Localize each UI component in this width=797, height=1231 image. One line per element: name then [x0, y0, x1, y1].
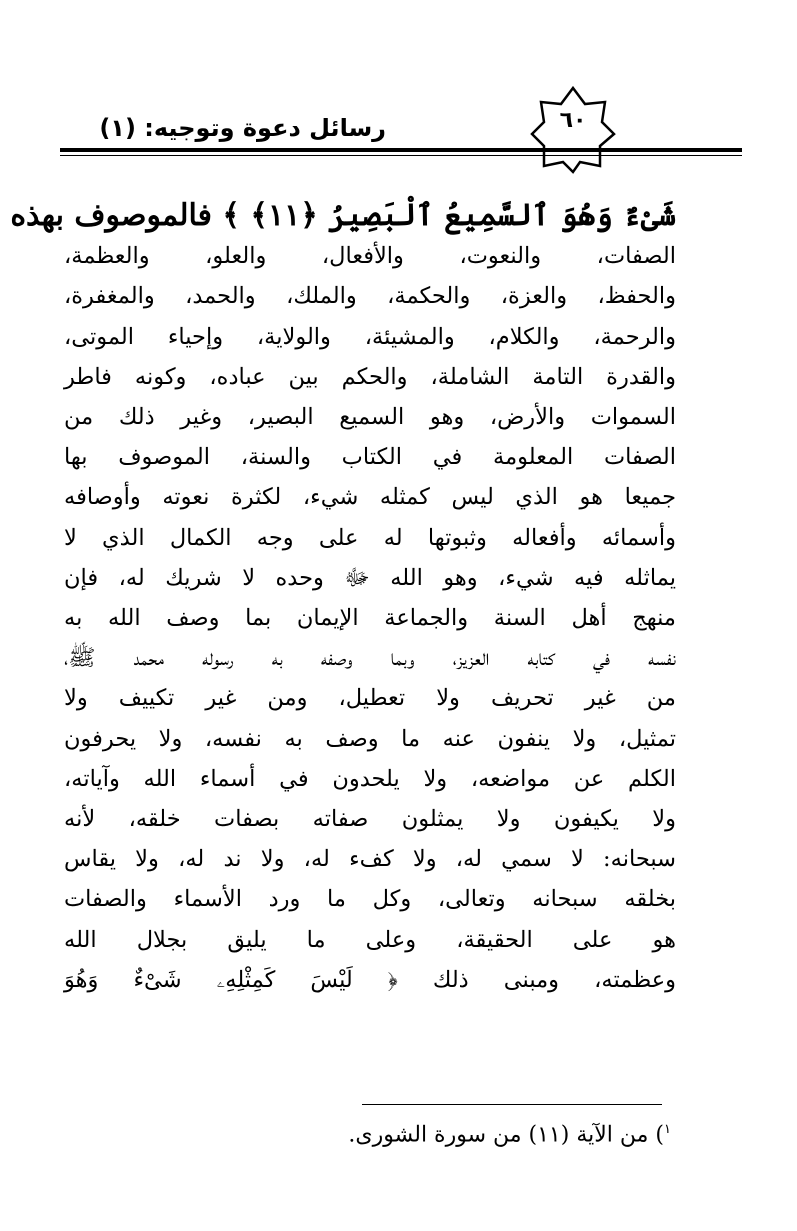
body-text — [10, 196, 676, 1000]
page-header — [60, 86, 742, 178]
footnote — [348, 1122, 671, 1147]
text-line-2: الصفات، والنعوت، والأفعال، والعلو، والعظمة، — [64, 243, 676, 270]
text-line-5: والقدرة التامة الشاملة، والحكم بين عباده، وكونه فاطر — [64, 363, 676, 390]
text-line-15: الكلم عن مواضعه، ولا يلحدون في أسماء الله وآياته، — [64, 765, 676, 792]
header-rule-thick — [60, 148, 742, 152]
text-line-19: هو على الحقيقة، وعلى ما يليق بجلال الله — [64, 926, 676, 953]
text-line-9: وأسمائه وأفعاله وثبوتها له على وجه الكمال الذي لا — [64, 524, 676, 551]
text-line-10: يماثله فيه شيء، وهو الله ﷻ وحده لا شريك له، فإن — [64, 564, 676, 591]
text-line-4: والرحمة، والكلام، والمشيئة، والولاية، وإحياء الموتى، — [64, 323, 676, 350]
footnote-rule — [362, 1104, 662, 1105]
text-line-18: بخلقه سبحانه وتعالى، وكل ما ورد الأسماء والصفات — [64, 886, 676, 913]
text-line-20: وعظمته، ومبنى ذلك ﴿ لَيْسَ كَمِثْلِهِۦ شَىْءٌ وَهُوَ — [64, 966, 676, 993]
text-line-6: السموات والأرض، وهو السميع البصير، وغير ذلك من — [64, 404, 676, 431]
text-line-1: شَىْءٌ وَهُوَ ٱلسَّمِيعُ ٱلْبَصِيرُ ﴿١١﴾ ﴾ فالموصوف بهذه — [10, 198, 676, 233]
footnote-text: ) من الآية (١١) من سورة الشورى. — [348, 1122, 665, 1148]
text-line-3: والحفظ، والعزة، والحكمة، والملك، والحمد، والمغفرة، — [64, 283, 676, 310]
text-line-12: نفسه في كتابه العزيز، وبما وصفه به رسوله محمد ﷺ، — [64, 645, 676, 672]
footnote-marker: ١ — [664, 1122, 671, 1137]
text-line-11: منهج أهل السنة والجماعة الإيمان بما وصف الله به — [64, 605, 676, 632]
text-line-16: ولا يكيفون ولا يمثلون صفاته بصفات خلقه، لأنه — [64, 806, 676, 833]
text-line-7: الصفات المعلومة في الكتاب والسنة، الموصوف بها — [64, 444, 676, 471]
text-line-13: من غير تحريف ولا تعطيل، ومن غير تكييف ولا — [64, 685, 676, 712]
header-rule-thin — [60, 155, 742, 156]
text-line-8: جميعا هو الذي ليس كمثله شيء، لكثرة نعوته وأوصافه — [64, 484, 676, 511]
text-line-17: سبحانه: لا سمي له، ولا كفء له، ولا ند له، ولا يقاس — [64, 846, 676, 873]
running-title: رسائل دعوة وتوجيه: (١) — [99, 114, 386, 142]
text-line-14: تمثيل، ولا ينفون عنه ما وصف به نفسه، ولا يحرفون — [64, 725, 676, 752]
page-number: ٦٠ — [559, 108, 587, 133]
